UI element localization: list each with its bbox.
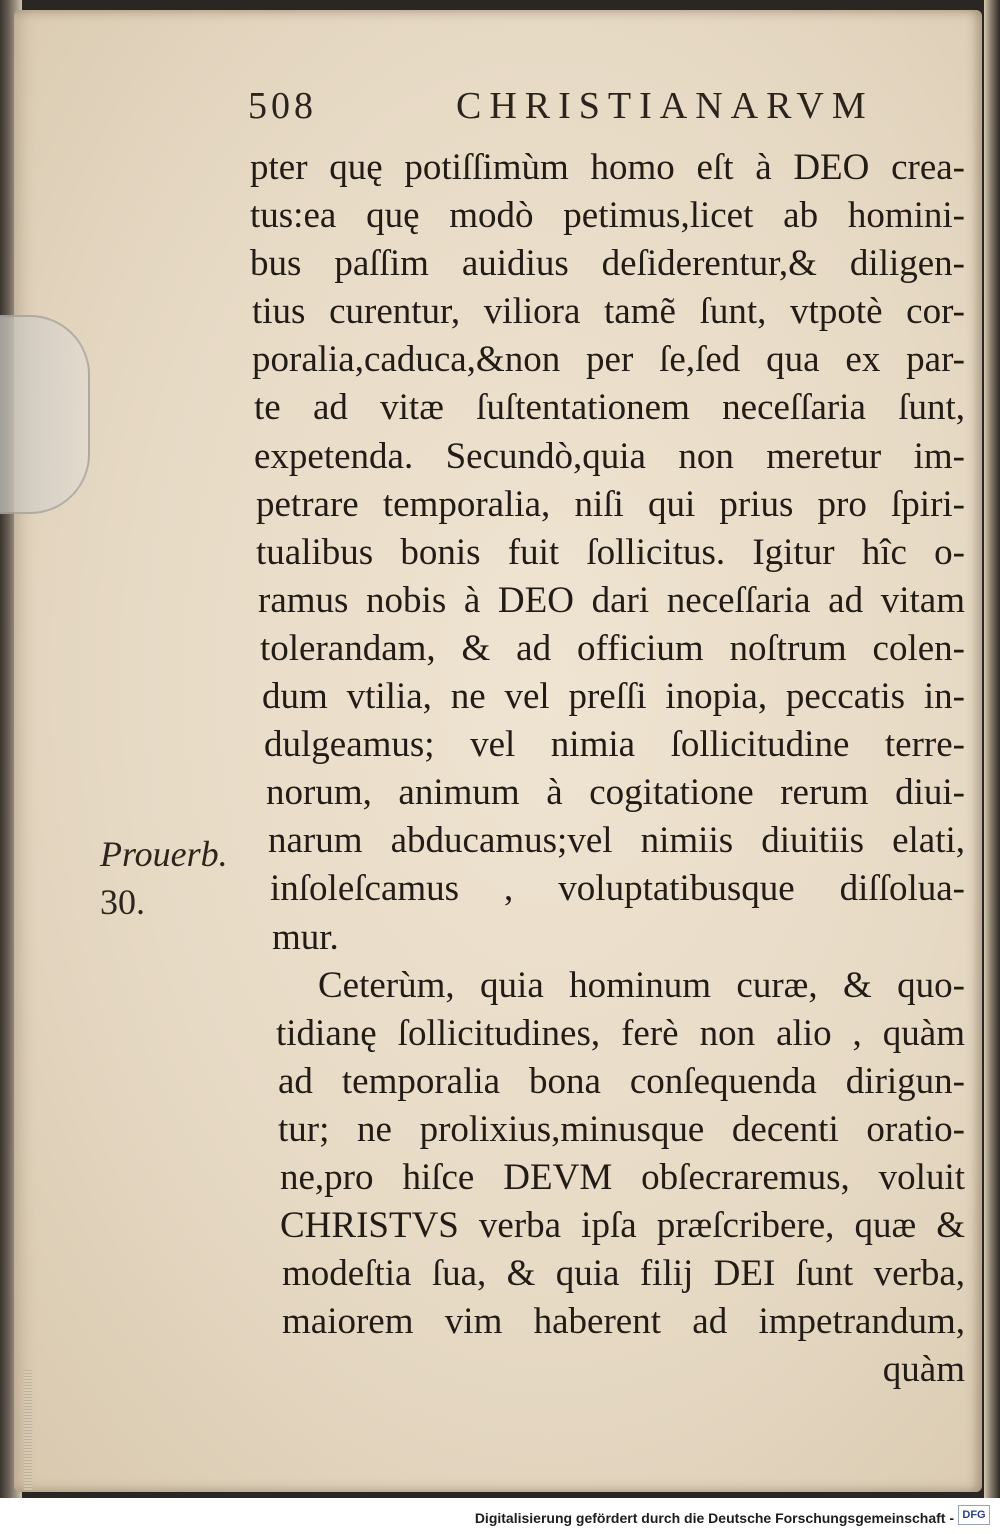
text-line: CHRISTVS verba ipſa præſcribere, quæ & xyxy=(280,1205,965,1247)
running-title: CHRISTIANARVM xyxy=(456,85,874,127)
text-line: ne,pro hiſce DEVM obſecraremus, voluit xyxy=(280,1156,965,1198)
dfg-logo-icon: DFG xyxy=(958,1505,990,1525)
text-line: tus:ea quę modò petimus,licet ab homini- xyxy=(250,195,965,237)
page-edge-right xyxy=(984,0,1000,1534)
page-header xyxy=(248,84,874,130)
text-line: tidianę ſollicitudines, ferè non alio , quàm xyxy=(276,1012,965,1054)
text-line: inſoleſcamus , voluptatibusque diſſolua- xyxy=(270,868,965,910)
text-line: modeſtia ſua, & quia filij DEI ſunt verba, xyxy=(282,1253,965,1295)
text-line: petrare temporalia, niſi qui prius pro ſpiri- xyxy=(256,483,965,525)
text-line: narum abducamus;vel nimiis diuitiis elati, xyxy=(268,820,965,862)
text-line: bus paſſim auidius deſiderentur,& diligen- xyxy=(250,243,965,285)
text-line: ramus nobis à DEO dari neceſſaria ad vitam xyxy=(258,579,965,621)
text-line: Ceterùm, quia hominum curæ, & quo- xyxy=(318,964,965,1006)
catchword: quàm xyxy=(882,1349,965,1391)
text-line: te ad vitæ ſuſtentationem neceſſaria ſunt, xyxy=(254,387,965,429)
text-line: tualibus bonis fuit ſollicitus. Igitur hîc o- xyxy=(256,531,965,573)
text-line: tius curentur, viliora tamẽ ſunt, vtpotè cor- xyxy=(252,291,965,333)
text-line: dum vtilia, ne vel preſſi inopia, peccatis in- xyxy=(262,676,965,718)
clip-tab xyxy=(0,315,90,514)
body-text xyxy=(250,144,965,1394)
text-line: mur. xyxy=(272,916,339,958)
text-line: dulgeamus; vel nimia ſollicitudine terre- xyxy=(264,724,965,766)
page-stack-edges xyxy=(24,1370,32,1490)
text-line: expetenda. Secundò,quia non meretur im- xyxy=(254,435,965,477)
text-line: maiorem vim haberent ad impetrandum, xyxy=(282,1301,965,1343)
funding-credit: Digitalisierung gefördert durch die Deutsche Forschungsgemeinschaft - xyxy=(474,1510,954,1526)
text-line: tur; ne prolixius,minusque decenti oratio- xyxy=(278,1108,965,1150)
text-line: ad temporalia bona conſequenda dirigun- xyxy=(278,1060,965,1102)
margin-reference-chapter: 30. xyxy=(100,882,145,922)
margin-reference-book: Prouerb. xyxy=(100,834,228,874)
text-line: poralia,caduca,&non per ſe,ſed qua ex par- xyxy=(252,339,965,381)
text-line: pter quę potiſſimùm homo eſt à DEO crea- xyxy=(250,147,965,188)
text-line: tolerandam, & ad officium noſtrum colen- xyxy=(260,627,965,669)
margin-reference xyxy=(100,830,265,926)
page-number: 508 xyxy=(248,85,317,127)
digitization-footer xyxy=(0,1498,1000,1534)
text-line: norum, animum à cogitatione rerum diui- xyxy=(266,772,965,814)
